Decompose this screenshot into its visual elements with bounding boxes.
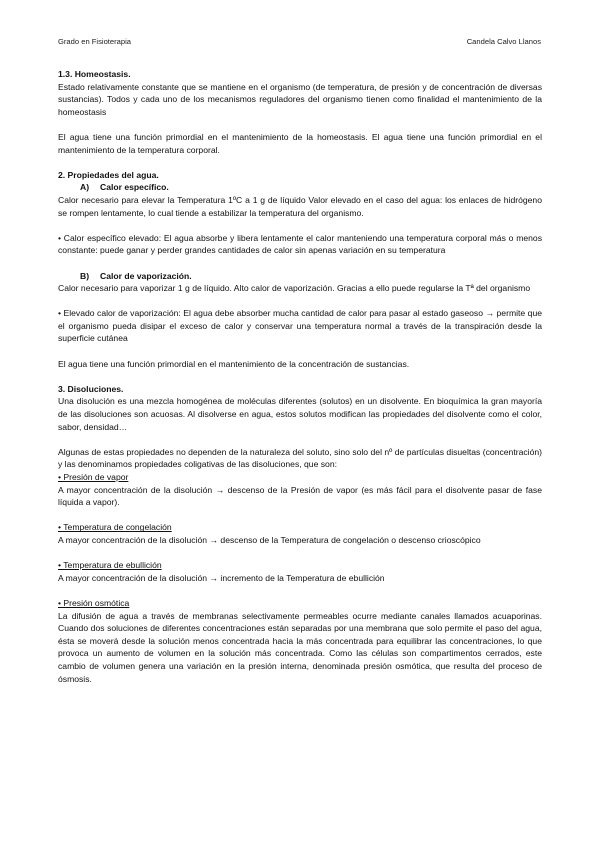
property-heading-presion-osmotica: • Presión osmótica — [58, 597, 130, 608]
header-right: Candela Calvo Llanos — [466, 37, 541, 46]
paragraph: A mayor concentración de la disolución → incremento de la Temperatura de ebullición — [58, 572, 385, 583]
subsection-heading-calor-vaporizacion — [58, 270, 542, 283]
paragraph: La difusión de agua a través de membranas selectivamente permeables ocurre mediante canales llamados acuaporinas. Cuando dos soluciones de diferentes concentraciones están separadas por una membrana que solo permite el paso del agua, ésta se moverá desde la solución menos concentrada hacia la más concentrada para equilibrar las concentraciones, lo que provoca un aumento de volumen en la solución más concentrada. Como las células son compartimentos cerrados, este cambio de volumen genera una variación en la presión interna, denominada presión osmótica, que resulta del proceso de ósmosis. — [58, 610, 542, 684]
subsection-tag: B) — [80, 270, 90, 281]
paragraph: Una disolución es una mezcla homogénea de moléculas diferentes (solutos) en un disolvente. En bioquímica la gran mayoría de las disoluciones son acuosas. Al disolverse en agua, estos solutos modifican las propiedades del disolvente como el color, sabor, densidad… — [58, 396, 542, 432]
subsection-tag: A) — [80, 182, 90, 193]
paragraph: Calor necesario para elevar la Temperatura 1ºC a 1 g de líquido Valor elevado en el caso del agua: los enlaces de hidrógeno se rompen lentamente, lo cual tiende a estabilizar la temperatura del organismo. — [58, 194, 542, 218]
document-body — [58, 68, 542, 685]
paragraph: El agua tiene una función primordial en el mantenimiento de la concentración de sustancias. — [58, 358, 410, 369]
property-heading-temp-ebullicion: • Temperatura de ebullición — [58, 560, 162, 571]
paragraph: Calor necesario para vaporizar 1 g de líquido. Alto calor de vaporización. Gracias a ello puede regularse la Tª del organismo — [58, 283, 531, 294]
section-heading-disoluciones: 3. Disoluciones. — [58, 383, 124, 394]
paragraph: Algunas de estas propiedades no dependen de la naturaleza del soluto, sino solo del nº de partículas disueltas (concentración) y las denominamos propiedades coligativas de las disoluciones, que son: — [58, 446, 542, 470]
property-heading-temp-congelacion: • Temperatura de congelación — [58, 522, 172, 533]
subsection-title: Calor de vaporización. — [100, 270, 192, 281]
header-left: Grado en Fisioterapia — [58, 37, 132, 46]
paragraph: A mayor concentración de la disolución → descenso de la Presión de vapor (es más fácil para el disolvente pasar de fase líquida a vapor). — [58, 484, 542, 508]
bullet-paragraph: • Elevado calor de vaporización: El agua debe absorber mucha cantidad de calor para pasar al estado gaseoso → permite que el organismo pueda disipar el exceso de calor y conservar una temperatura normal a través de la transpiración desde la superficie cutánea — [58, 308, 542, 344]
paragraph: Estado relativamente constante que se mantiene en el organismo (de temperatura, de presión y de concentración de diversas sustancias). Todos y cada uno de los mecanismos reguladores del organismo tienen como finalidad el mantenimiento de la homeostasis — [58, 81, 542, 117]
section-heading-propiedades: 2. Propiedades del agua. — [58, 169, 159, 180]
paragraph: El agua tiene una función primordial en el mantenimiento de la homeostasis. El agua tiene una función primordial en el mantenimiento de la temperatura corporal. — [58, 131, 542, 155]
subsection-title: Calor específico. — [100, 182, 169, 193]
paragraph: A mayor concentración de la disolución → descenso de la Temperatura de congelación o descenso crioscópico — [58, 534, 481, 545]
bullet-paragraph: • Calor específico elevado: El agua absorbe y libera lentamente el calor manteniendo una temperatura corporal más o menos constante: puede ganar y perder grandes cantidades de calor sin apenas variación en su temperatura — [58, 232, 542, 256]
property-heading-presion-vapor: • Presión de vapor — [58, 472, 129, 482]
subsection-heading-calor-especifico — [58, 181, 542, 194]
section-heading-homeostasis: 1.3. Homeostasis. — [58, 69, 131, 79]
